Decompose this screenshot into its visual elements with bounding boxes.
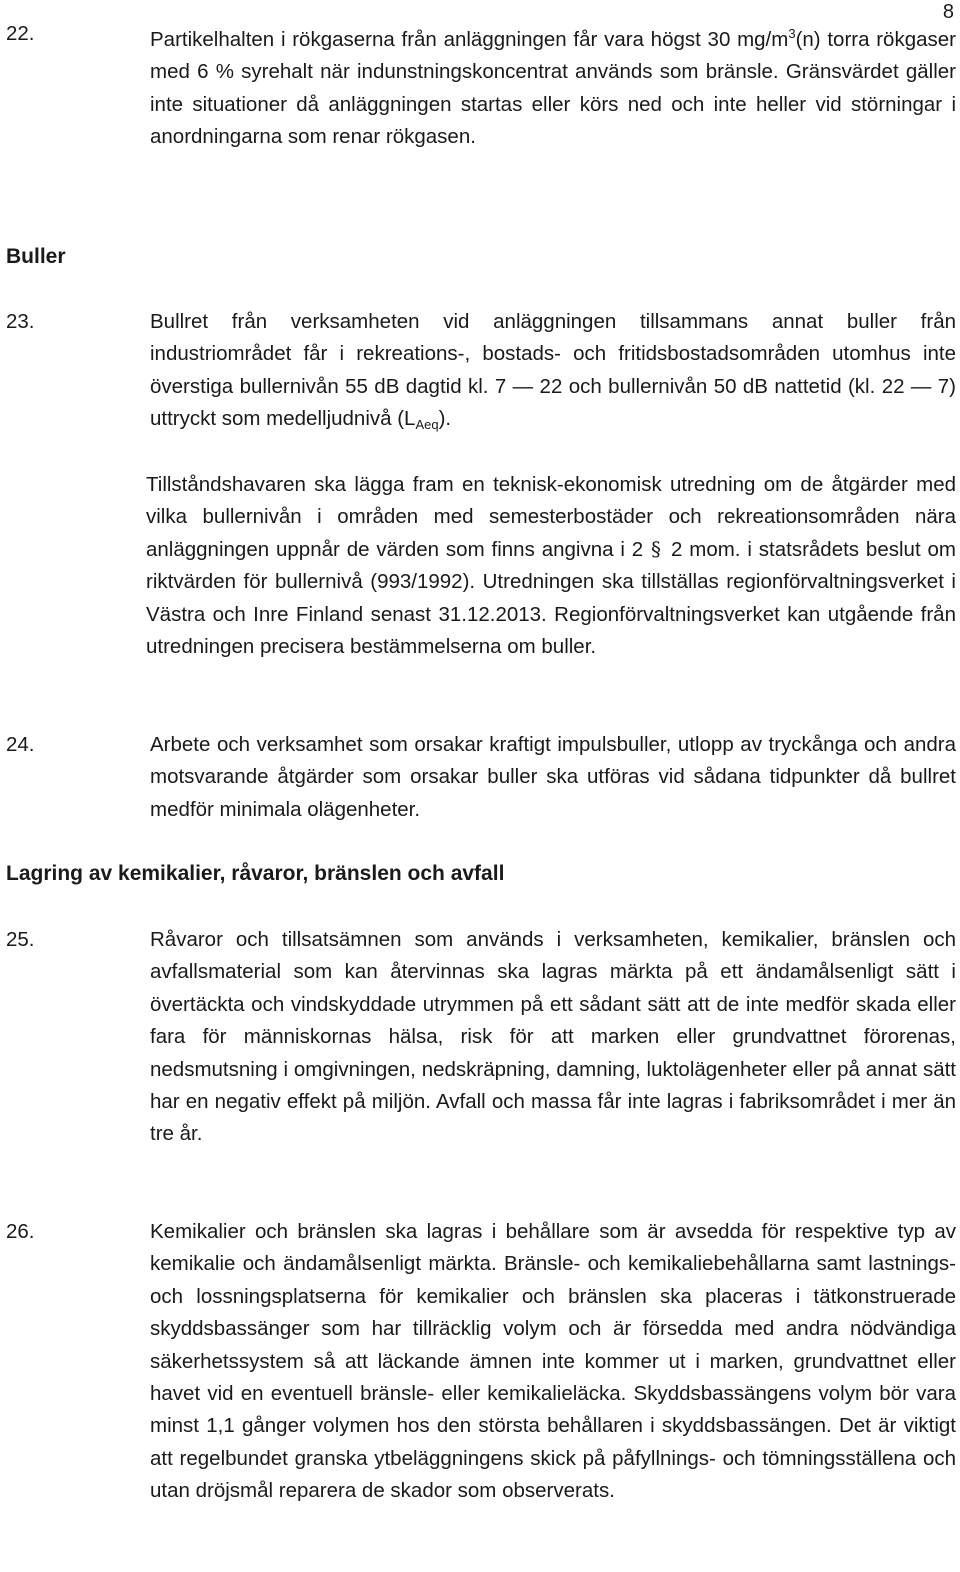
paragraph-text: Bullret från verksamheten vid anläggningen tillsammans annat buller från industriområdet får i rekreations-, bostads- och fritidsbostadsområden utomhus inte överstiga bullernivån 55 dB dagtid kl. 7 — 22 och bullernivån 50 dB nattetid (kl. 22 — 7) uttryckt som medelljudnivå $(L_{Aeq})$.: [150, 310, 956, 433]
paragraph-number: 25.: [6, 928, 35, 951]
paragraph-text: Kemikalier och bränslen ska lagras i behållare som är avsedda för respektive typ av kemikalie och ändamålsenligt märkta. Bränsle- och kemikaliebehållarna samt lastnings- och lossningsplatserna för kemikalier och bränslen ska placeras i tätkonstruerade skyddsbassänger som har tillräcklig volym och är försedda med andra nödvändiga säkerhetssystem så att läckande ämnen inte kommer ut i marken, grundvattnet eller havet vid en eventuell bränsle- eller kemikalieläcka. Skyddsbassängens volym bör vara minst 1,1 gånger volymen hos den största behållaren i skyddsbassängen. Det är viktigt att regelbundet granska ytbeläggningens skick på påfyllnings- och tömningsställena och utan dröjsmål reparera de skador som observerats.: [150, 1220, 956, 1503]
svg-text:§: §: [651, 537, 662, 560]
paragraph-number: 26.: [6, 1220, 35, 1243]
paragraph-number: 22.: [6, 22, 35, 45]
subscript: Aeq: [415, 417, 439, 433]
page-number: 8: [942, 1, 954, 23]
section-heading-lagring: Lagring av kemikalier, råvaror, bränslen och avfall: [6, 862, 505, 885]
section-sign-icon: [650, 538, 664, 560]
paragraph-text-continued: Tillståndshavaren ska lägga fram en teknisk-ekonomisk utredning om de åtgärder med vilka bullernivån i områden med semesterbostäder och rekreationsområden nära anläggningen uppnår de värden som finns angivna i 2 § 2 mom. i statsrådets beslut om riktvärden för bullernivå (993/1992). Utredningen ska tillställas regionförvaltningsverket i Västra och Inre Finland senast 31.12.2013. Regionförvaltningsverket kan utgående från utredningen precisera bestämmelserna om buller.: [146, 473, 956, 659]
paragraph-text: Råvaror och tillsatsämnen som används i verksamheten, kemikalier, bränslen och avfallsmaterial som kan återvinnas ska lagras märkta på ett ändamålsenligt sätt i övertäckta och vindskyddade utrymmen på ett sådant sätt att de inte medför skada eller fara för människornas hälsa, risk för att marken eller grundvattnet förorenas, nedsmutsning i omgivningen, nedskräpning, damning, luktolägenheter eller på annat sätt har en negativ effekt på miljön. Avfall och massa får inte lagras i fabriksområdet i mer än tre år.: [150, 928, 956, 1146]
superscript: 3: [788, 26, 796, 41]
paragraph-text: Partikelhalten i rökgaserna från anläggningen får vara högst 30 $mg/m^3(n)$ torra rökgaser med 6 % syrehalt när indunstningskoncentrat används som bränsle. Gränsvärdet gäller inte situationer då anläggningen startas eller körs ned och inte heller vid störningar i anordningarna som renar rökgasen.: [150, 26, 956, 149]
section-heading-buller: Buller: [6, 245, 66, 268]
paragraph-number: 24.: [6, 733, 35, 756]
paragraph-number: 23.: [6, 310, 35, 333]
paragraph-text: Arbete och verksamhet som orsakar kraftigt impulsbuller, utlopp av tryckånga och andra motsvarande åtgärder som orsakar buller ska utföras vid sådana tidpunkter då bullret medför minimala olägenheter.: [150, 733, 956, 821]
